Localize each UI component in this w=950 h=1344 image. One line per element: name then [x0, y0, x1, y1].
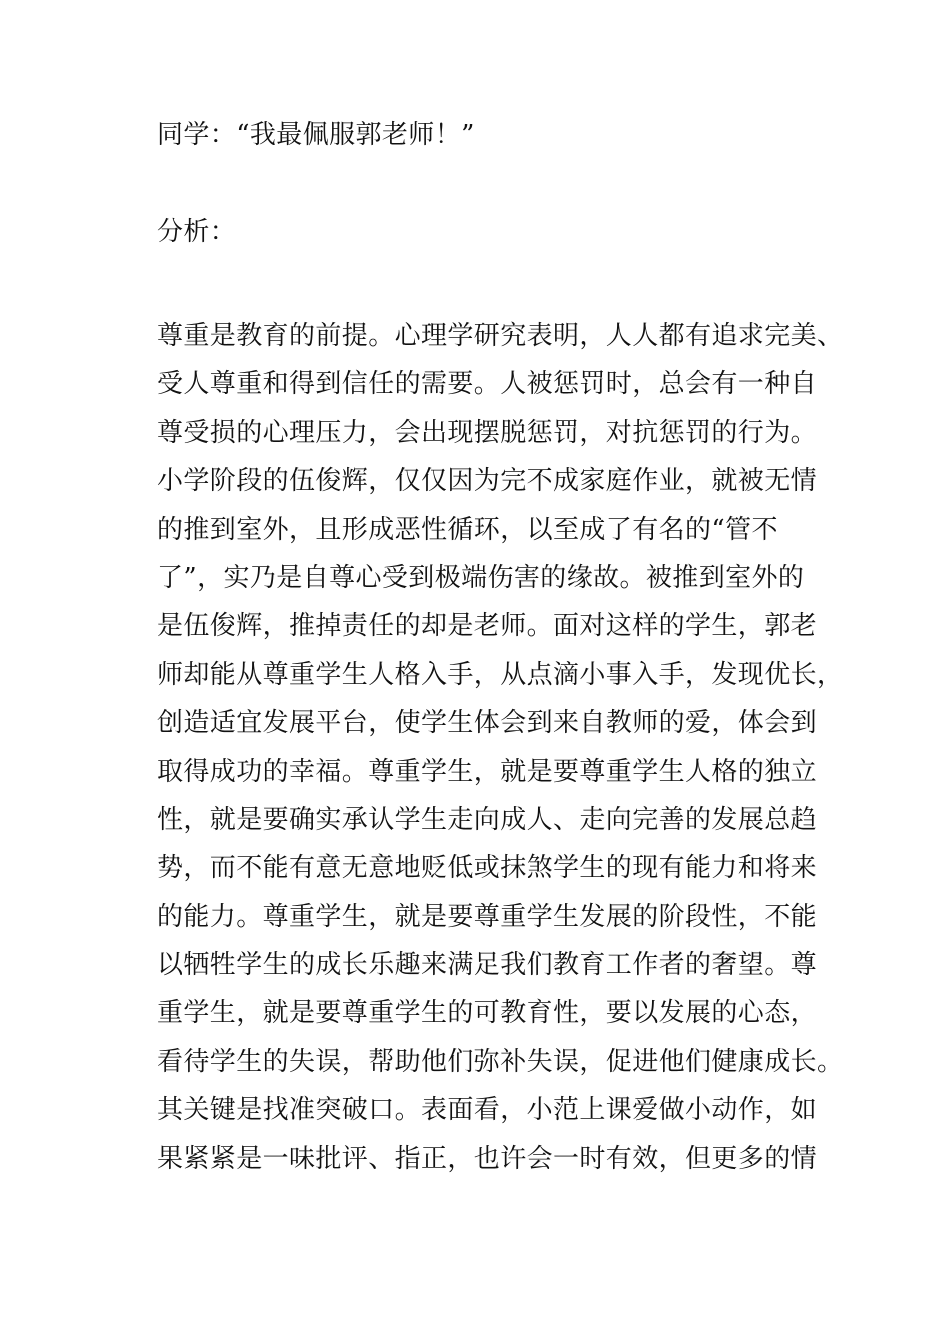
paragraph-line: 小学阶段的伍俊辉，仅仅因为完不成家庭作业，就被无情 [157, 466, 818, 497]
paragraph-line: 尊重是教育的前提。心理学研究表明，人人都有追求完美、 [157, 321, 844, 351]
paragraph-line: 其关键是找准突破口。表面看，小范上课爱做小动作，如 [157, 1095, 818, 1126]
paragraph-line: 受人尊重和得到信任的需要。人被惩罚时，总会有一种自 [157, 369, 818, 400]
paragraph-line: 以牺牲学生的成长乐趣来满足我们教育工作者的奢望。尊 [157, 950, 818, 981]
quote-line: 同学：“我最佩服郭老师！” [157, 120, 475, 150]
paragraph-line: 创造适宜发展平台，使学生体会到来自教师的爱，体会到 [157, 708, 818, 739]
analysis-heading: 分析： [157, 217, 237, 247]
paragraph-line: 重学生，就是要尊重学生的可教育性，要以发展的心态， [157, 998, 818, 1029]
paragraph-line: 果紧紧是一味批评、指正，也许会一时有效，但更多的情 [157, 1143, 818, 1174]
paragraph-line: 看待学生的失误，帮助他们弥补失误，促进他们健康成长。 [157, 1046, 844, 1077]
paragraph-line: 取得成功的幸福。尊重学生，就是要尊重学生人格的独立 [157, 756, 818, 787]
paragraph-line: 师却能从尊重学生人格入手，从点滴小事入手，发现优长， [157, 659, 844, 690]
paragraph-line: 性，就是要确实承认学生走向成人、走向完善的发展总趋 [157, 804, 818, 835]
paragraph-line: 势，而不能有意无意地贬低或抹煞学生的现有能力和将来 [157, 853, 818, 884]
paragraph-line: 的能力。尊重学生，就是要尊重学生发展的阶段性，不能 [157, 901, 818, 932]
paragraph-line: 尊受损的心理压力，会出现摆脱惩罚，对抗惩罚的行为。 [157, 417, 818, 448]
paragraph-line: 了”，实乃是自尊心受到极端伤害的缘故。被推到室外的 [157, 562, 805, 593]
paragraph-line: 是伍俊辉，推掉责任的却是老师。面对这样的学生，郭老 [157, 611, 818, 642]
paragraph-line: 的推到室外，且形成恶性循环，以至成了有名的“管不 [157, 514, 778, 545]
analysis-paragraph [157, 312, 844, 1183]
